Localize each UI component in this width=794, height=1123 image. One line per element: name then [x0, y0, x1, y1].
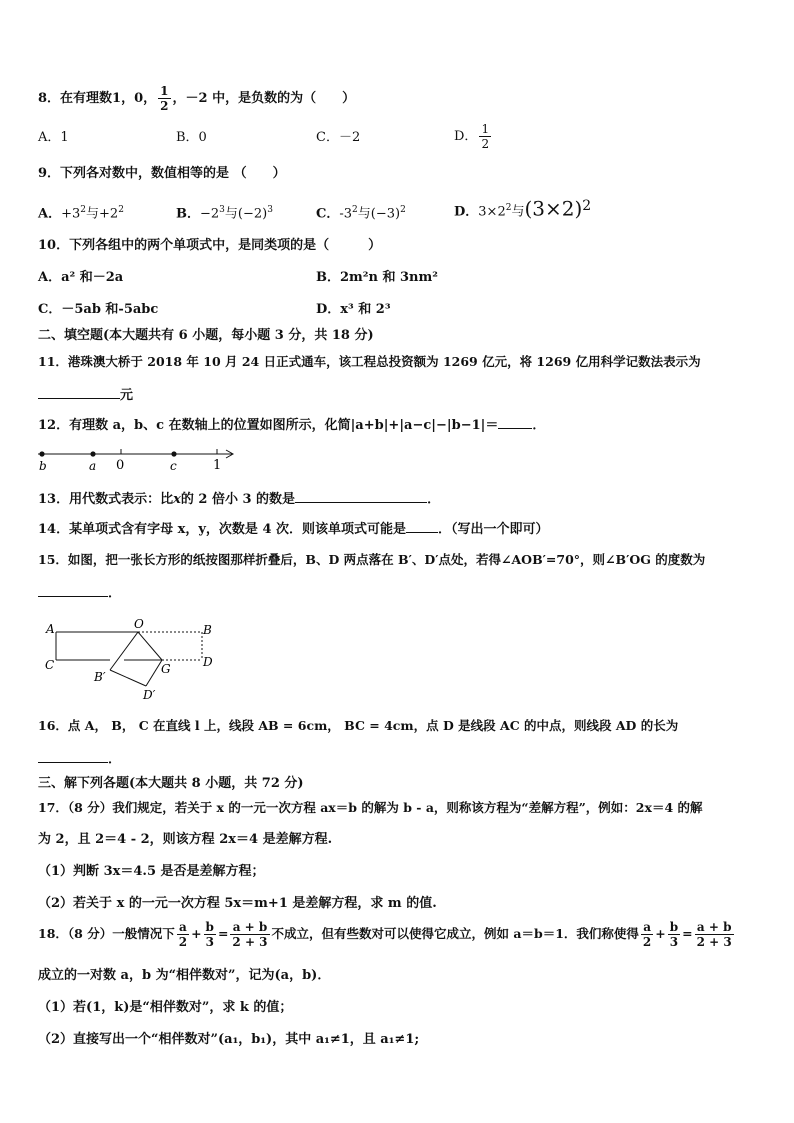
label-B: B: [203, 623, 212, 637]
q8-stem: [38, 84, 355, 113]
q18-f2r-num: b: [669, 920, 679, 934]
q16-line2: [38, 748, 121, 770]
q12-stem: [38, 414, 545, 436]
q9-option-a: [38, 200, 124, 224]
label-zero: 0: [116, 458, 125, 473]
label-D-prime: D′: [143, 688, 156, 702]
q18-sub1: （1）若(1，k)是“相伴数对”，求 k 的值；: [38, 1000, 293, 1015]
q9-c-mid: 与: [357, 206, 371, 222]
q18-f2-num: b: [205, 920, 214, 934]
q13-var: x: [173, 492, 181, 507]
q17-sub2: （2）若关于 x 的一元一次方程 5x＝m+1 是差解方程，求 m 的值.: [38, 896, 437, 911]
q8-option-d-den: 2: [481, 137, 490, 151]
q18-f1r-den: 2: [642, 935, 652, 949]
label-O: O: [134, 617, 144, 631]
q8-option-d: [454, 122, 493, 151]
q18-eq: =: [217, 926, 229, 941]
label-a: a: [89, 459, 97, 473]
folded-edge-BpDp: [110, 670, 146, 686]
label-c: c: [170, 459, 177, 473]
q13-answer-blank[interactable]: [295, 488, 427, 503]
q18-line2: 成立的一对数 a，b 为“相伴数对”，记为(a，b)．: [38, 968, 331, 983]
q15-fold-figure: [40, 616, 230, 704]
q13-stem-text: 13．用代数式表示：比: [38, 492, 174, 507]
q8-option-c: C．－2: [316, 130, 361, 145]
q14-end: ．（写出一个即可）: [438, 522, 549, 537]
q9-c-expr1: -3: [339, 206, 353, 222]
q9-b-mid: 与: [224, 206, 238, 222]
q13-end: ．: [427, 492, 441, 507]
q14-stem-text: 14．某单项式含有字母 x，y，次数是 4 次．则该单项式可能是: [38, 522, 407, 537]
q14-answer-blank[interactable]: [406, 518, 438, 533]
q8-frac-num: 1: [160, 84, 169, 98]
q14-stem: [38, 518, 549, 540]
q16-stem: 16．点 A， B， C 在直线 l 上，线段 AB = 6cm， BC = 4cm，点 D 是线段 AC 的中点，则线段 AD 的长为: [38, 718, 679, 733]
q18-line1: [38, 920, 736, 949]
q16-answer-blank[interactable]: [38, 748, 108, 763]
label-A: A: [46, 622, 55, 636]
q9-b-exp2: 3: [267, 205, 273, 215]
q8-option-d-num: 1: [481, 122, 490, 136]
q9-c-expr2: (−3): [370, 206, 401, 222]
q16-end: ．: [108, 752, 122, 767]
q17-line1: 17．（8 分）我们规定，若关于 x 的一元一次方程 ax＝b 的解为 b - a，则称该方程为“差解方程”，例如：2x＝4 的解: [38, 800, 703, 815]
q18-f3r-num: a + b: [695, 920, 734, 935]
q18-f2r-den: 3: [669, 935, 679, 949]
q18-part1: 18．（8 分）一般情况下: [38, 926, 175, 941]
q18-plus-repeat: +: [655, 926, 666, 941]
q18-f3-num: a + b: [230, 920, 269, 935]
q18-f1r-num: a: [641, 920, 653, 935]
q15-stem: 15．如图，把一张长方形的纸按图那样折叠后，B、D 两点落在 B′、D′点处，若得∠AOB′=70°，则∠B′OG 的度数为: [38, 552, 706, 567]
label-G: G: [161, 662, 171, 676]
q9-option-b-label: B．: [176, 206, 200, 222]
q12-answer-blank[interactable]: [498, 414, 532, 429]
q9-option-a-label: A．: [38, 206, 62, 222]
q9-b-exp1: 3: [219, 205, 225, 215]
q13-rest: 的 2 倍小 3 的数是: [180, 492, 296, 507]
fold-line-OG: [138, 632, 162, 660]
q9-a-mid: 与: [86, 206, 100, 222]
q13-stem: [38, 488, 440, 510]
q9-b-expr1: −2: [200, 206, 220, 222]
q18-frac-a2: [177, 920, 189, 949]
q9-c-exp2: 2: [400, 205, 406, 215]
q9-a-exp1: 2: [80, 205, 86, 215]
q8-option-b: B．0: [176, 130, 207, 145]
q10-option-b: B．2m²n 和 3nm²: [316, 270, 438, 285]
q8-stem-a: 8．在有理数: [38, 91, 113, 106]
q8-option-d-fraction: [479, 122, 491, 151]
q18-f1-num: a: [177, 920, 189, 935]
q8-option-d-label: D．: [454, 129, 478, 144]
q18-frac-b3: [204, 920, 216, 949]
q10-option-a: A．a² 和－2a: [38, 270, 124, 285]
q12-number-line: [34, 440, 244, 474]
q17-sub1: （1）判断 3x＝4.5 是否是差解方程；: [38, 864, 265, 879]
q8-option-a: A．1: [38, 130, 69, 145]
q8-frac-den: 2: [160, 99, 169, 113]
q17-line2: 为 2，且 2＝4 - 2，则该方程 2x＝4 是差解方程.: [38, 832, 333, 847]
label-D: D: [203, 655, 213, 669]
q9-option-d: [454, 196, 591, 222]
folded-edge-OBp: [110, 632, 138, 670]
q9-d-expr2: (3×2): [524, 196, 583, 221]
q15-answer-blank[interactable]: [38, 582, 108, 597]
q8-fraction: [158, 84, 170, 113]
q9-a-exp2: 2: [118, 205, 124, 215]
q18-frac-b3-repeat: [668, 920, 680, 949]
q12-stem-text: 12．有理数 a，b、c 在数轴上的位置如图所示，化简|a+b|+|a−c|−|b−1|＝: [38, 418, 499, 433]
q10-option-d: D．x³ 和 2³: [316, 302, 391, 317]
section-2-heading: 二、填空题(本大题共有 6 小题，每小题 3 分，共 18 分): [38, 328, 374, 343]
point-b: [39, 451, 44, 456]
q9-d-exp2: 2: [582, 198, 592, 214]
q18-f3-den: 2 + 3: [232, 935, 268, 949]
q18-f3r-den: 2 + 3: [696, 935, 732, 949]
label-one: 1: [213, 458, 222, 473]
q10-stem: 10．下列各组中的两个单项式中，是同类项的是（ ）: [38, 238, 382, 253]
q9-d-expr1: 3×2: [478, 204, 506, 220]
label-C: C: [45, 658, 55, 672]
q11-line2: [38, 384, 133, 406]
point-a: [90, 451, 95, 456]
label-B-prime: B′: [94, 670, 106, 684]
q9-b-expr2: (−2): [237, 206, 268, 222]
q18-frac-sum-repeat: [695, 920, 734, 949]
q9-a-expr2: +2: [99, 206, 119, 222]
q18-frac-a2-repeat: [641, 920, 653, 949]
q9-option-c: [316, 200, 406, 224]
q11-answer-blank[interactable]: [38, 384, 120, 399]
q11-unit: 元: [120, 388, 134, 403]
point-c: [171, 451, 176, 456]
q15-end: ．: [108, 586, 122, 601]
q18-frac-sum: [230, 920, 269, 949]
q9-d-mid: 与: [511, 204, 525, 220]
q9-a-expr1: +3: [61, 206, 81, 222]
folded-edge-DpG: [146, 660, 162, 686]
q9-c-exp1: 2: [352, 205, 358, 215]
section-3-heading: 三、解下列各题(本大题共 8 小题，共 72 分): [38, 776, 304, 791]
q11-line1: 11．港珠澳大桥于 2018 年 10 月 24 日正式通车，该工程总投资额为 1269 亿元，将 1269 亿用科学记数法表示为: [38, 354, 701, 369]
q18-f1-den: 2: [178, 935, 188, 949]
q9-d-exp1: 2: [505, 203, 512, 213]
q18-sub2: （2）直接写出一个“相伴数对”(a₁，b₁)，其中 a₁≠1，且 a₁≠1;: [38, 1032, 420, 1047]
q18-plus: +: [191, 926, 202, 941]
q18-eq-repeat: =: [682, 926, 693, 941]
q8-stem-b: 1，0，: [112, 91, 157, 106]
q9-stem: 9．下列各对数中，数值相等的是 （ ）: [38, 166, 286, 181]
q18-f2-den: 3: [205, 935, 214, 949]
q8-stem-c: ，－2 中，是负数的为（ ）: [172, 91, 356, 106]
q9-option-d-label: D．: [454, 204, 479, 220]
q15-line2: [38, 582, 121, 604]
label-b: b: [39, 459, 47, 473]
q9-option-c-label: C．: [316, 206, 340, 222]
q18-part2: 不成立，但有些数对可以使得它成立，例如 a＝b＝1．我们称使得: [271, 926, 639, 941]
q12-end: ．: [532, 418, 546, 433]
q10-option-c: C．－5ab 和-5abc: [38, 302, 159, 317]
q9-option-b: [176, 200, 273, 224]
